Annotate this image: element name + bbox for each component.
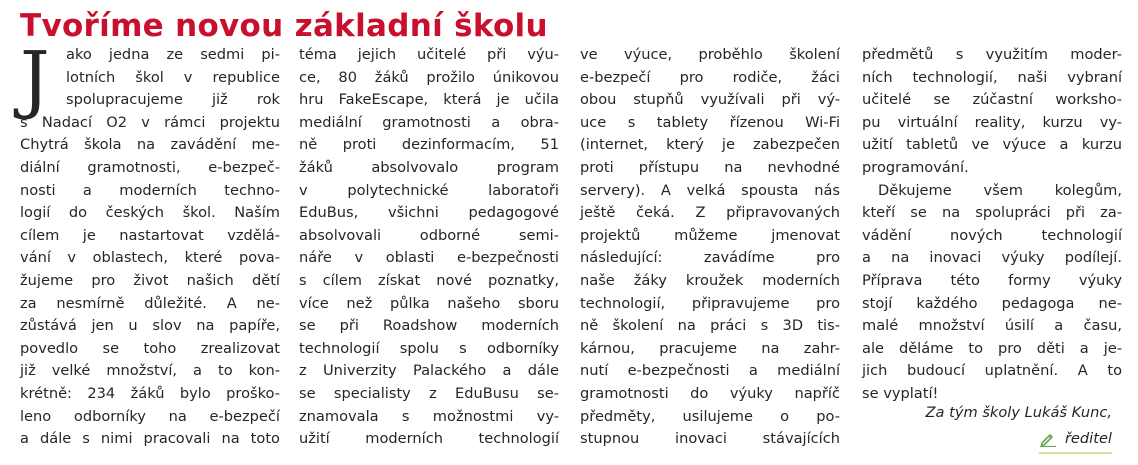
text-line: a dále s nimi pracovali na toto (20, 430, 280, 448)
text-line: naše žáky kroužek moderních (580, 271, 840, 289)
text-line: jich budoucí uplatnění. A to (862, 362, 1122, 380)
text-line: proti přístupu na nevhodné (580, 158, 840, 176)
text-column-4 (862, 44, 1122, 406)
text-line: kárnou, pracujeme na zahr- (580, 339, 840, 357)
text-line: zůstává jen u slov na papíře, (20, 317, 280, 335)
text-line: téma jejich učitelé při výu- (299, 46, 559, 63)
text-line: znamovala s možnostmi vy- (299, 407, 559, 425)
text-line: (internet, který je zabezpečen (580, 136, 840, 154)
text-line: ale děláme to pro děti a je- (862, 339, 1122, 357)
text-line: spolupracujeme již rok (66, 91, 280, 109)
text-line: předmětů s využitím moder- (862, 46, 1122, 63)
text-line: mediální gramotnosti a obra- (299, 113, 559, 131)
text-line: kteří se na spolupráci při za- (862, 204, 1122, 222)
text-column-1 (20, 36, 280, 451)
text-line: více než půlka našeho sboru (299, 294, 559, 312)
signature: Za tým školy Lukáš Kunc, (925, 404, 1112, 421)
text-column-3 (580, 44, 840, 451)
text-line: nutí e-bezpečnosti a mediální (580, 362, 840, 380)
text-line: Děkujeme všem kolegům, (878, 181, 1122, 199)
text-line: obou stupňů využívali při vý- (580, 91, 840, 109)
text-line: lotních škol v republice (66, 68, 280, 86)
text-line: následující: zavádíme pro (580, 249, 840, 267)
text-line: ně školení na práci s 3D tis- (580, 317, 840, 335)
text-line: cílem je nastartovat vzdělá- (20, 226, 280, 244)
text-line: z Univerzity Palackého a dále (299, 362, 559, 380)
text-line: nosti a moderních techno- (20, 181, 280, 199)
text-line: e-bezpečí pro rodiče, žáci (580, 68, 840, 86)
text-line: s Nadací O2 v rámci projektu (20, 113, 280, 131)
text-line: uce s tablety řízenou Wi-Fi (580, 113, 840, 131)
author-role-label: ředitel (1064, 430, 1112, 447)
text-line: ce, 80 žáků prožilo únikovou (299, 68, 559, 86)
text-line: náře v oblasti e-bezpečnosti (299, 249, 559, 267)
article-title: Tvoříme novou základní školu (20, 8, 548, 44)
text-line: učitelé se zúčastní worksho- (862, 91, 1122, 109)
text-line: a na inovaci výuky podílejí. (862, 249, 1122, 267)
text-line: pu virtuální reality, kurzu vy- (862, 113, 1122, 131)
text-line: diální gramotnosti, e-bezpeč- (20, 158, 280, 176)
text-line: hru FakeEscape, která je učila (299, 91, 559, 109)
text-line: již velké množství, a to kon- (20, 362, 280, 380)
text-line: vání v oblastech, které pova- (20, 249, 280, 267)
text-line: ještě čeká. Z připravovaných (580, 204, 840, 222)
text-line: užití tabletů ve výuce a kurzu (862, 136, 1122, 154)
drop-cap: J (20, 36, 50, 122)
text-line: malé množství úsilí a času, (862, 317, 1122, 335)
text-line: servery). A velká spousta nás (580, 181, 840, 199)
text-line: žáků absolvovalo program (299, 158, 559, 176)
text-line: Chytrá škola na zavádění me- (20, 136, 280, 154)
text-line: s cílem získat nové poznatky, (299, 271, 559, 289)
text-line: EduBus, všichni pedagogové (299, 204, 559, 222)
text-line: se při Roadshow moderních (299, 317, 559, 335)
text-line: ních technologií, naši vybraní (862, 68, 1122, 86)
text-line: žujeme pro život našich dětí (20, 271, 280, 289)
text-line: stojí každého pedagoga ne- (862, 294, 1122, 312)
text-line: užití moderních technologií (299, 430, 559, 448)
text-line: za nesmírně důležité. A ne- (20, 294, 280, 312)
author-role (1039, 428, 1112, 454)
pencil-icon (1039, 431, 1057, 447)
text-line: leno odborníky na e-bezpečí (20, 407, 280, 425)
text-line: absolvovali odborné semi- (299, 226, 559, 244)
text-line: gramotnosti do výuky napříč (580, 384, 840, 402)
text-line: stupnou inovaci stávajících (580, 430, 840, 448)
text-line: Příprava této formy výuky (862, 271, 1122, 289)
text-line: vádění nových technologií (862, 226, 1122, 244)
text-line: technologií, připravujeme pro (580, 294, 840, 312)
text-line: programování. (862, 158, 969, 176)
text-line: v polytechnické laboratoři (299, 181, 559, 199)
text-line: předměty, usilujeme o po- (580, 407, 840, 425)
text-line: technologií spolu s odborníky (299, 339, 559, 357)
text-line: logií do českých škol. Naším (20, 204, 280, 222)
text-column-2 (299, 44, 559, 451)
text-line: se vyplatí! (862, 384, 939, 402)
text-line: ně proti dezinformacím, 51 (299, 136, 559, 154)
text-line: krétně: 234 žáků bylo proško- (20, 384, 280, 402)
text-line: ve výuce, proběhlo školení (580, 46, 840, 63)
text-line: projektů můžeme jmenovat (580, 226, 840, 244)
text-line: se specialisty z EduBusu se- (299, 384, 559, 402)
text-line: povedlo se toho zrealizovat (20, 339, 280, 357)
text-line: ako jedna ze sedmi pi- (66, 46, 280, 63)
